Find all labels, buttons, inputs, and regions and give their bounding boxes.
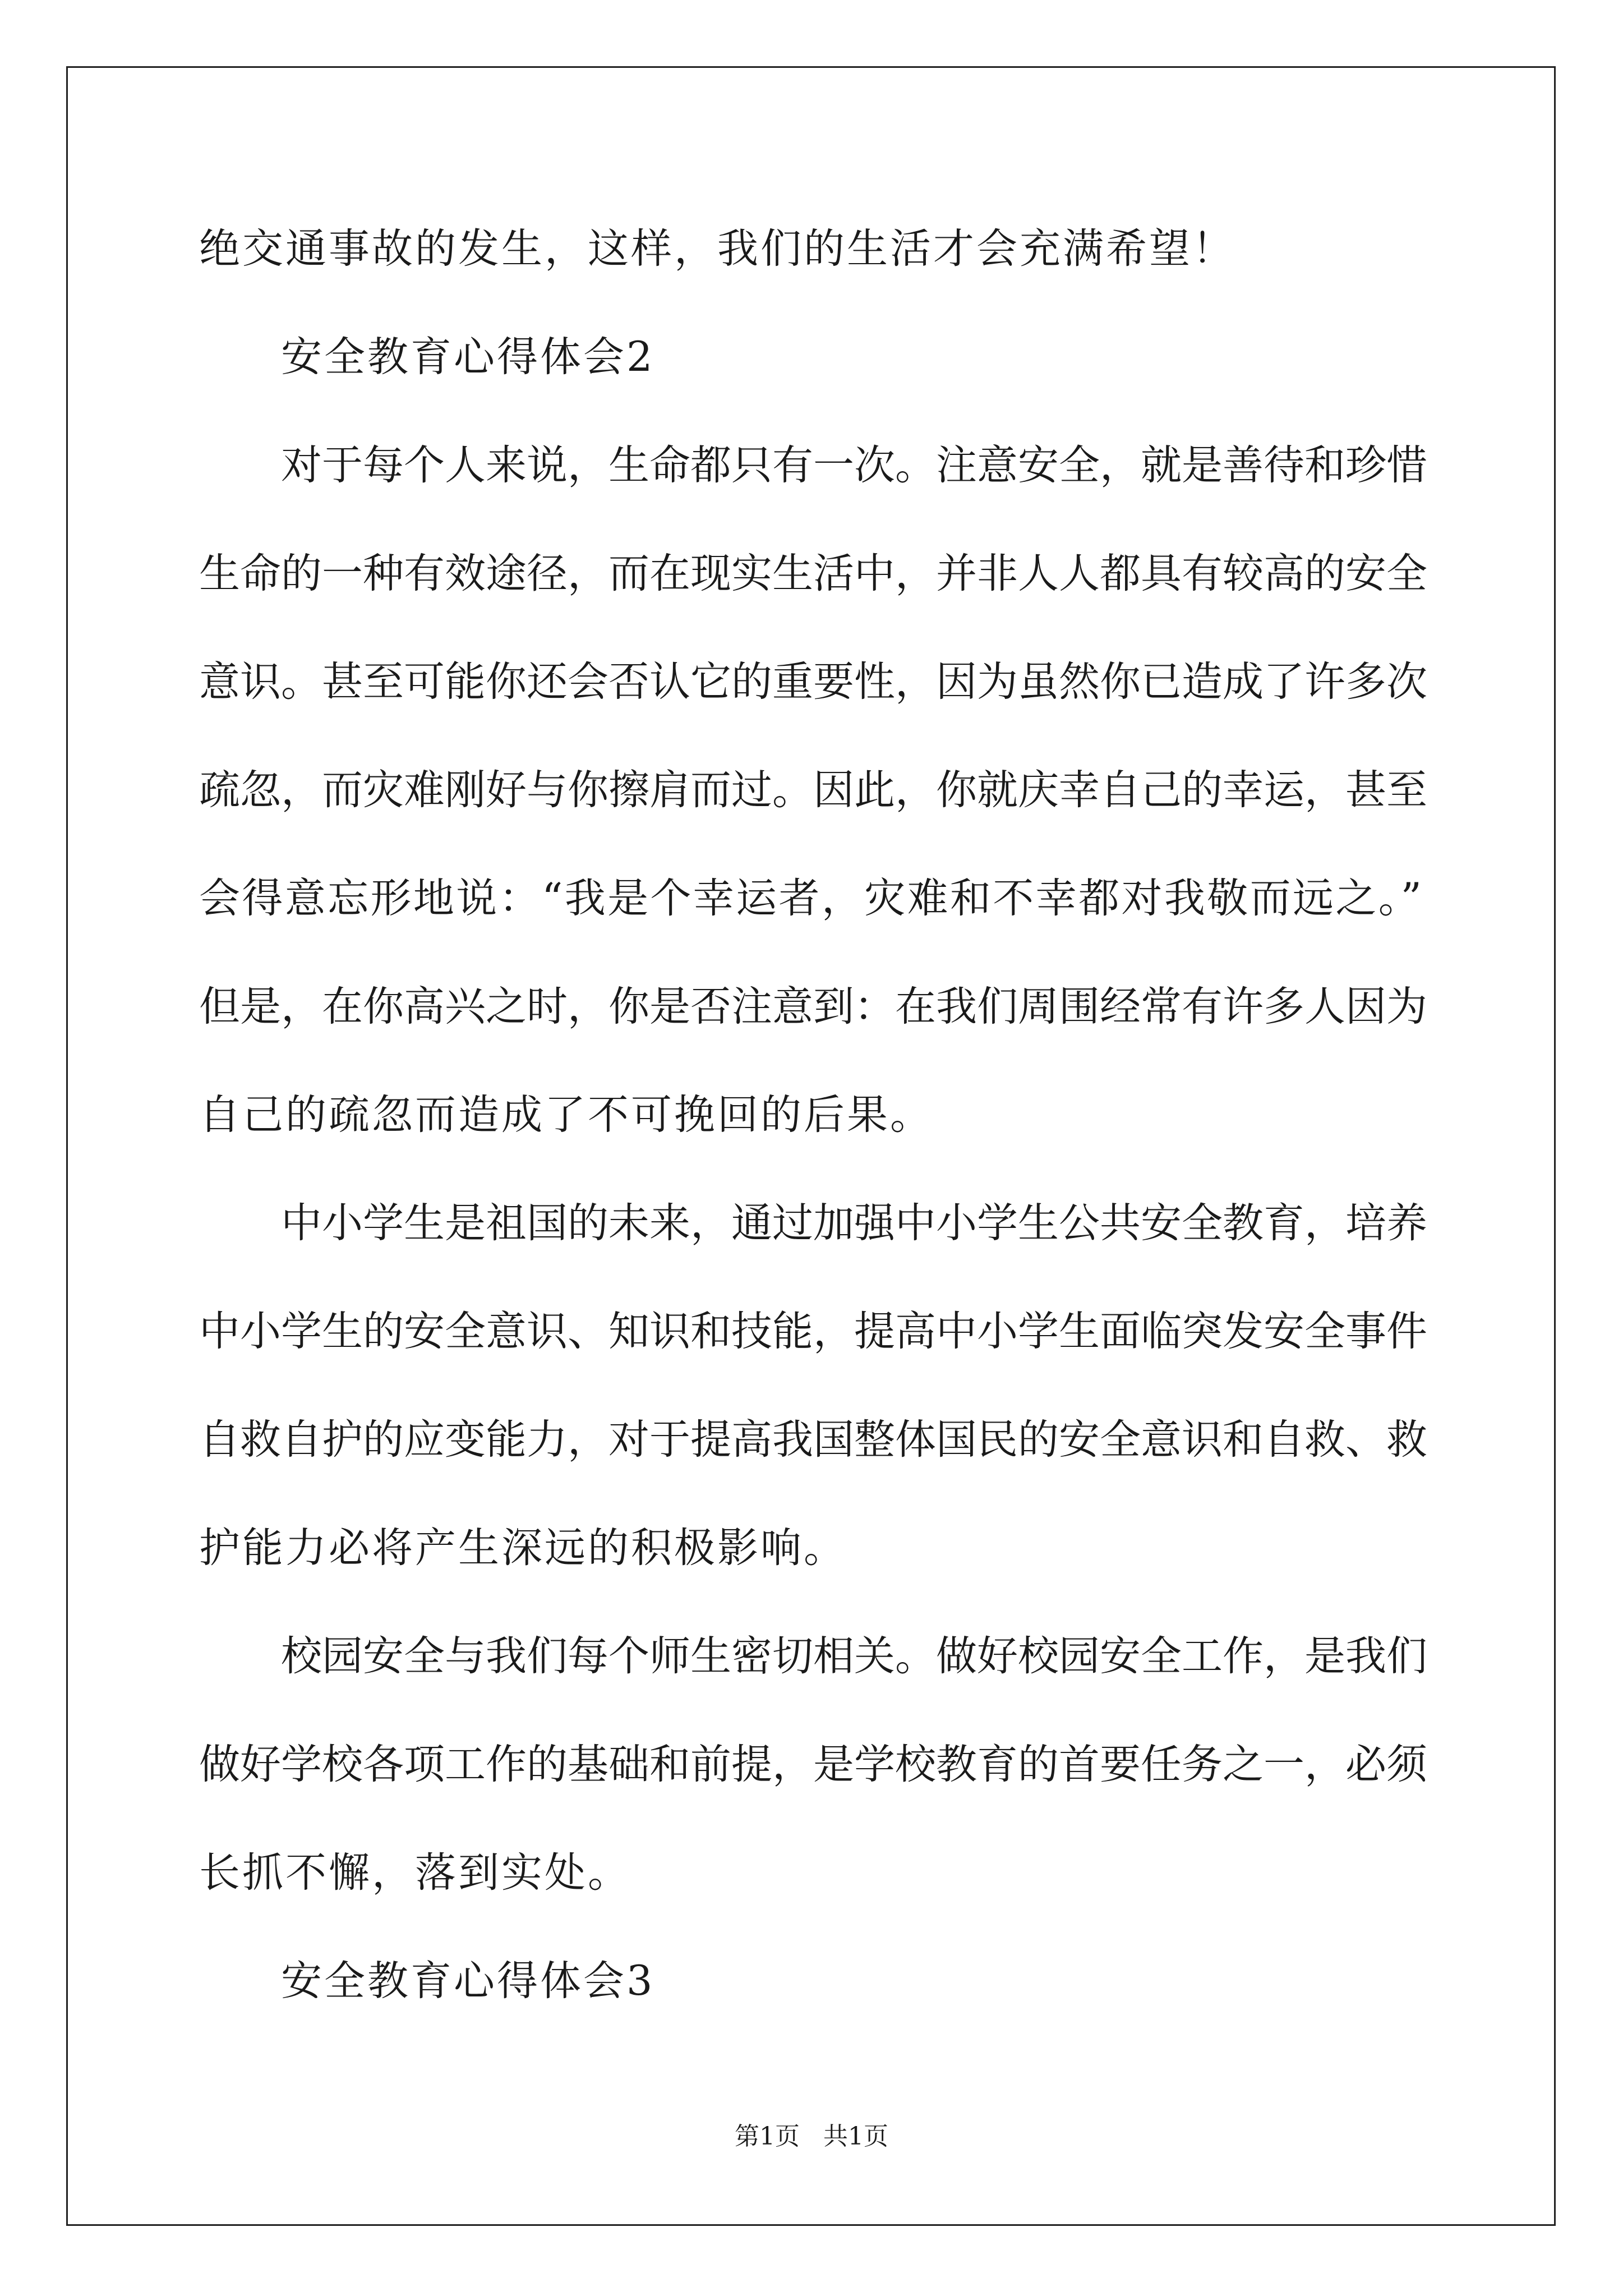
text-line: 会得意忘形地说：“我是个幸运者，灾难和不幸都对我敬而远之。” bbox=[199, 875, 1422, 922]
section-heading: 安全教育心得体会3 bbox=[281, 1957, 655, 2005]
text-line: 但是，在你高兴之时，你是否注意到：在我们周围经常有许多人因为 bbox=[199, 983, 1427, 1030]
text-line: 做好学校各项工作的基础和前提，是学校教育的首要任务之一，必须 bbox=[199, 1741, 1427, 1788]
text-line: 绝交通事故的发生，这样，我们的生活才会充满希望！ bbox=[199, 225, 1235, 273]
section-heading: 安全教育心得体会2 bbox=[281, 333, 655, 381]
text-line: 自己的疏忽而造成了不可挽回的后果。 bbox=[199, 1091, 933, 1139]
text-line: 校园安全与我们每个师生密切相关。做好校园安全工作，是我们 bbox=[281, 1632, 1427, 1680]
text-line: 护能力必将产生深远的积极影响。 bbox=[199, 1524, 847, 1572]
text-line: 中小学生的安全意识、知识和技能，提高中小学生面临突发安全事件 bbox=[199, 1308, 1427, 1355]
text-line: 自救自护的应变能力，对于提高我国整体国民的安全意识和自救、救 bbox=[199, 1416, 1427, 1464]
text-line: 意识。甚至可能你还会否认它的重要性，因为虽然你已造成了许多次 bbox=[199, 658, 1427, 706]
text-line: 生命的一种有效途径，而在现实生活中，并非人人都具有较高的安全 bbox=[199, 550, 1427, 597]
page-border bbox=[66, 66, 1556, 2226]
text-line: 疏忽，而灾难刚好与你擦肩而过。因此，你就庆幸自己的幸运，甚至 bbox=[199, 766, 1427, 814]
text-line: 中小学生是祖国的未来，通过加强中小学生公共安全教育，培养 bbox=[281, 1199, 1427, 1247]
page-number-footer: 第1页 共1页 bbox=[735, 2122, 888, 2151]
text-line: 对于每个人来说，生命都只有一次。注意安全，就是善待和珍惜 bbox=[281, 441, 1427, 489]
text-line: 长抓不懈，落到实处。 bbox=[199, 1849, 631, 1897]
